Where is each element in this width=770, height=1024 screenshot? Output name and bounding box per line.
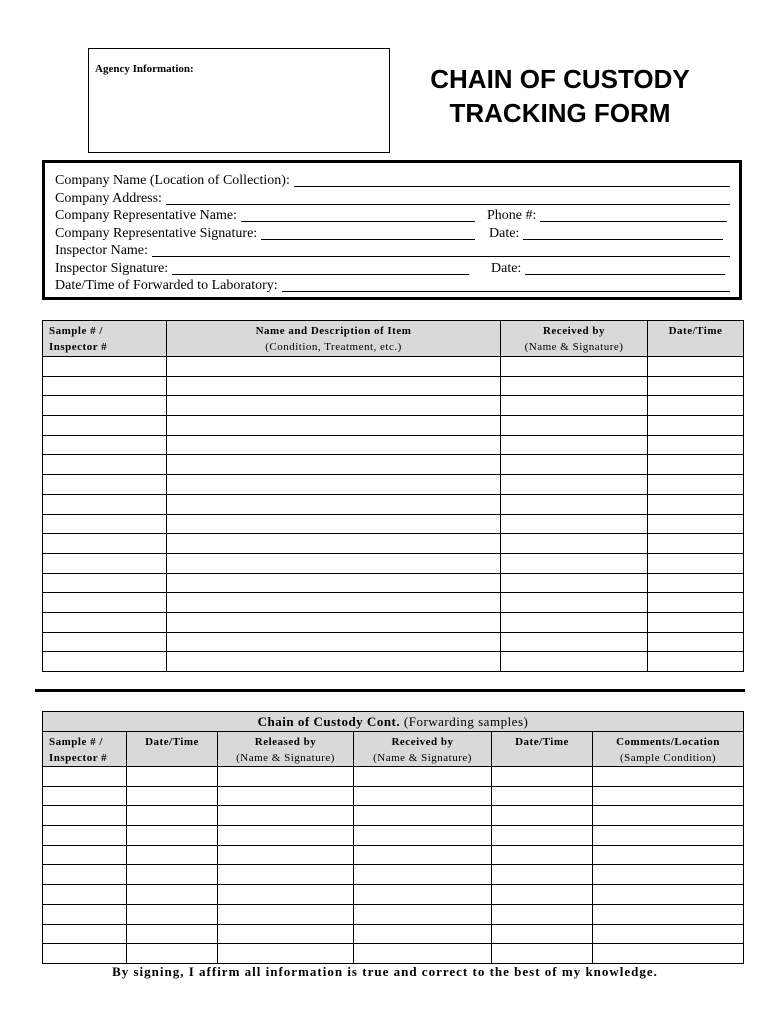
forwarding-table-row	[43, 767, 744, 787]
inspector-name-label: Inspector Name:	[55, 243, 148, 258]
items-table-cell[interactable]	[501, 534, 648, 554]
forwarding-table-cell[interactable]	[593, 885, 744, 905]
items-table-cell[interactable]	[648, 632, 744, 652]
affirmation-statement: By signing, I affirm all information is true and correct to the best of my knowledge.	[112, 964, 658, 979]
forwarding-table-cell[interactable]	[593, 944, 744, 964]
items-table-cell[interactable]	[167, 376, 501, 396]
forwarding-table-cell[interactable]	[354, 904, 492, 924]
rep-name-field[interactable]	[241, 221, 475, 222]
forwarding-table-cell[interactable]	[354, 944, 492, 964]
items-table-cell[interactable]	[648, 593, 744, 613]
items-table-cell[interactable]	[167, 494, 501, 514]
header2-date-time-2: Date/Time	[492, 732, 593, 767]
forwarding-table-cell[interactable]	[218, 865, 354, 885]
items-table-row	[43, 612, 744, 632]
forwarding-table-cell[interactable]	[127, 806, 218, 826]
agency-information-box[interactable]	[88, 48, 390, 153]
forwarding-table-cell[interactable]	[43, 826, 127, 846]
forwarding-table-cell[interactable]	[218, 845, 354, 865]
items-table-cell[interactable]	[43, 396, 167, 416]
forwarding-table	[42, 711, 744, 964]
forwarding-table-row	[43, 845, 744, 865]
items-table-cell[interactable]	[648, 435, 744, 455]
forwarding-table-cell[interactable]	[354, 826, 492, 846]
forwarding-table-cell[interactable]	[492, 826, 593, 846]
items-table-cell[interactable]	[167, 534, 501, 554]
forwarding-table-cell[interactable]	[127, 865, 218, 885]
rep-signature-label: Company Representative Signature:	[55, 226, 258, 241]
date2-field[interactable]	[525, 274, 725, 275]
forwarding-table-cell[interactable]	[354, 885, 492, 905]
items-table-cell[interactable]	[501, 416, 648, 436]
forwarding-table-cell[interactable]	[43, 767, 127, 787]
form-title-line2: TRACKING FORM	[449, 98, 671, 128]
forwarding-table-cell[interactable]	[354, 806, 492, 826]
section-divider	[35, 689, 745, 692]
forwarding-caption-normal: (Forwarding samples)	[400, 714, 529, 729]
items-table-cell[interactable]	[501, 593, 648, 613]
header2-received-by: Received by (Name & Signature)	[354, 732, 492, 767]
forwarding-table-cell[interactable]	[354, 786, 492, 806]
forwarding-table-cell[interactable]	[218, 924, 354, 944]
items-table-cell[interactable]	[43, 475, 167, 495]
forwarding-table-row	[43, 904, 744, 924]
forwarded-field[interactable]	[282, 291, 730, 292]
company-name-row	[55, 172, 730, 190]
items-table-cell[interactable]	[501, 652, 648, 672]
items-table-cell[interactable]	[43, 376, 167, 396]
forwarding-table-cell[interactable]	[127, 786, 218, 806]
forwarding-table-cell[interactable]	[43, 944, 127, 964]
header-sample-inspector: Sample # / Inspector #	[43, 321, 167, 357]
forwarding-table-cell[interactable]	[593, 826, 744, 846]
forwarding-table-cell[interactable]	[354, 845, 492, 865]
items-table-cell[interactable]	[648, 573, 744, 593]
forwarding-table-cell[interactable]	[593, 924, 744, 944]
forwarding-table-cell[interactable]	[593, 865, 744, 885]
items-table-row	[43, 534, 744, 554]
forwarding-table-row	[43, 826, 744, 846]
company-address-label: Company Address:	[55, 191, 162, 206]
items-table-cell[interactable]	[501, 573, 648, 593]
items-table-cell[interactable]	[648, 514, 744, 534]
date1-field[interactable]	[523, 239, 723, 240]
forwarding-table-cell[interactable]	[354, 767, 492, 787]
items-table-cell[interactable]	[648, 494, 744, 514]
company-name-label: Company Name (Location of Collection):	[55, 173, 290, 188]
forwarding-table-row	[43, 924, 744, 944]
items-table-cell[interactable]	[501, 514, 648, 534]
header-date-time: Date/Time	[648, 321, 744, 357]
items-table-row	[43, 416, 744, 436]
items-table-cell[interactable]	[43, 534, 167, 554]
items-table-cell[interactable]	[43, 573, 167, 593]
forwarding-table-cell[interactable]	[492, 924, 593, 944]
company-name-field[interactable]	[294, 186, 730, 187]
forwarding-table-row	[43, 865, 744, 885]
forwarding-table-cell[interactable]	[127, 767, 218, 787]
items-table-cell[interactable]	[43, 455, 167, 475]
forwarding-caption	[43, 712, 744, 732]
rep-signature-field[interactable]	[261, 239, 475, 240]
forwarding-table-cell[interactable]	[127, 944, 218, 964]
items-table-header	[43, 321, 744, 357]
items-table-row	[43, 573, 744, 593]
items-table-cell[interactable]	[648, 612, 744, 632]
items-table-cell[interactable]	[167, 435, 501, 455]
forwarding-table-cell[interactable]	[492, 944, 593, 964]
items-table-cell[interactable]	[501, 612, 648, 632]
items-table-cell[interactable]	[43, 357, 167, 377]
forwarding-table-cell[interactable]	[218, 786, 354, 806]
form-title	[400, 62, 720, 130]
agency-information-label: Agency Information:	[95, 63, 194, 75]
forwarding-table-cell[interactable]	[218, 904, 354, 924]
form-title-line1: CHAIN OF CUSTODY	[430, 64, 690, 94]
items-table-cell[interactable]	[167, 475, 501, 495]
inspector-signature-field[interactable]	[172, 274, 469, 275]
items-table-cell[interactable]	[501, 357, 648, 377]
forwarding-table-cell[interactable]	[354, 924, 492, 944]
items-table-cell[interactable]	[648, 396, 744, 416]
forwarding-table-row	[43, 885, 744, 905]
items-table-row	[43, 593, 744, 613]
rep-signature-row	[55, 225, 475, 243]
rep-name-row	[55, 207, 475, 225]
items-table-cell[interactable]	[43, 652, 167, 672]
items-table-cell[interactable]	[167, 455, 501, 475]
items-table-cell[interactable]	[501, 553, 648, 573]
header2-released-by: Released by (Name & Signature)	[218, 732, 354, 767]
forwarding-table-cell[interactable]	[593, 904, 744, 924]
date1-row	[489, 225, 723, 243]
forwarding-caption-bold: Chain of Custody Cont.	[257, 714, 401, 729]
items-table-cell[interactable]	[167, 357, 501, 377]
forwarding-table-cell[interactable]	[127, 924, 218, 944]
date2-label: Date:	[491, 261, 522, 276]
items-table-cell[interactable]	[648, 416, 744, 436]
forwarding-table-cell[interactable]	[218, 826, 354, 846]
forwarded-label: Date/Time of Forwarded to Laboratory:	[55, 278, 278, 293]
items-table-cell[interactable]	[167, 652, 501, 672]
date1-label: Date:	[489, 226, 520, 241]
inspector-name-field[interactable]	[152, 256, 730, 257]
phone-field[interactable]	[540, 221, 727, 222]
company-info-box	[42, 160, 742, 300]
items-table-cell[interactable]	[167, 632, 501, 652]
items-table-row	[43, 376, 744, 396]
company-address-field[interactable]	[166, 204, 730, 205]
forwarding-table-header	[43, 732, 744, 767]
forwarding-table-cell[interactable]	[43, 924, 127, 944]
header-name-description: Name and Description of Item (Condition, Treatment, etc.)	[167, 321, 501, 357]
items-table-cell[interactable]	[43, 514, 167, 534]
items-table-cell[interactable]	[648, 455, 744, 475]
forwarding-table-cell[interactable]	[218, 944, 354, 964]
forwarding-table-row	[43, 944, 744, 964]
items-table-cell[interactable]	[43, 593, 167, 613]
items-table-row	[43, 475, 744, 495]
items-table-row	[43, 514, 744, 534]
forwarding-table-cell[interactable]	[43, 904, 127, 924]
items-table-row	[43, 494, 744, 514]
inspector-name-row	[55, 242, 730, 260]
items-table-cell[interactable]	[648, 357, 744, 377]
items-table-cell[interactable]	[167, 612, 501, 632]
items-table-cell[interactable]	[501, 494, 648, 514]
items-table-cell[interactable]	[501, 376, 648, 396]
items-table-row	[43, 652, 744, 672]
header2-sample-inspector: Sample # / Inspector #	[43, 732, 127, 767]
forwarding-table-cell[interactable]	[43, 885, 127, 905]
forwarding-table-cell[interactable]	[218, 806, 354, 826]
forwarded-row	[55, 277, 730, 295]
forwarding-table-cell[interactable]	[218, 767, 354, 787]
items-table-cell[interactable]	[501, 455, 648, 475]
header-received-by: Received by (Name & Signature)	[501, 321, 648, 357]
items-table-cell[interactable]	[167, 593, 501, 613]
items-table-row	[43, 455, 744, 475]
items-table-cell[interactable]	[43, 416, 167, 436]
forwarding-table-cell[interactable]	[492, 904, 593, 924]
items-table-cell[interactable]	[501, 632, 648, 652]
items-table-cell[interactable]	[43, 553, 167, 573]
inspector-signature-row	[55, 260, 469, 278]
items-table-cell[interactable]	[648, 534, 744, 554]
items-table-cell[interactable]	[43, 435, 167, 455]
items-table-row	[43, 632, 744, 652]
forwarding-table-row	[43, 786, 744, 806]
forwarding-table-cell[interactable]	[127, 845, 218, 865]
forwarding-table-cell[interactable]	[127, 885, 218, 905]
forwarding-table-cell[interactable]	[492, 806, 593, 826]
items-table-row	[43, 396, 744, 416]
forwarding-table-cell[interactable]	[492, 767, 593, 787]
items-table-cell[interactable]	[43, 494, 167, 514]
forwarding-table-row	[43, 806, 744, 826]
forwarding-table-cell[interactable]	[492, 845, 593, 865]
items-table-cell[interactable]	[501, 396, 648, 416]
forwarding-table-cell[interactable]	[593, 806, 744, 826]
items-table-row	[43, 435, 744, 455]
forwarding-table-cell[interactable]	[492, 865, 593, 885]
forwarding-table-caption	[43, 712, 744, 732]
company-address-row	[55, 190, 730, 208]
items-table-cell[interactable]	[43, 632, 167, 652]
items-table-cell[interactable]	[167, 514, 501, 534]
items-table-row	[43, 357, 744, 377]
items-table-cell[interactable]	[648, 475, 744, 495]
items-table-cell[interactable]	[501, 475, 648, 495]
items-table-cell[interactable]	[648, 376, 744, 396]
items-table	[42, 320, 744, 672]
inspector-signature-label: Inspector Signature:	[55, 261, 169, 276]
forwarding-table-cell[interactable]	[43, 786, 127, 806]
phone-label: Phone #:	[487, 208, 537, 223]
rep-name-label: Company Representative Name:	[55, 208, 237, 223]
date2-row	[491, 260, 725, 278]
forwarding-table-cell[interactable]	[354, 865, 492, 885]
items-table-cell[interactable]	[167, 416, 501, 436]
items-table-cell[interactable]	[501, 435, 648, 455]
forwarding-table-cell[interactable]	[593, 845, 744, 865]
forwarding-table-cell[interactable]	[127, 904, 218, 924]
forwarding-table-cell[interactable]	[43, 865, 127, 885]
forwarding-table-cell[interactable]	[218, 885, 354, 905]
forwarding-table-cell[interactable]	[43, 845, 127, 865]
items-table-row	[43, 553, 744, 573]
forwarding-table-cell[interactable]	[127, 826, 218, 846]
items-table-cell[interactable]	[167, 573, 501, 593]
header2-comments-location: Comments/Location (Sample Condition)	[593, 732, 744, 767]
forwarding-table-cell[interactable]	[593, 767, 744, 787]
items-table-cell[interactable]	[43, 612, 167, 632]
items-table-cell[interactable]	[648, 553, 744, 573]
header2-date-time: Date/Time	[127, 732, 218, 767]
items-table-cell[interactable]	[167, 553, 501, 573]
forwarding-table-cell[interactable]	[593, 786, 744, 806]
items-table-cell[interactable]	[167, 396, 501, 416]
items-table-cell[interactable]	[648, 652, 744, 672]
forwarding-table-cell[interactable]	[43, 806, 127, 826]
forwarding-table-cell[interactable]	[492, 885, 593, 905]
forwarding-table-cell[interactable]	[492, 786, 593, 806]
phone-row	[487, 207, 727, 225]
